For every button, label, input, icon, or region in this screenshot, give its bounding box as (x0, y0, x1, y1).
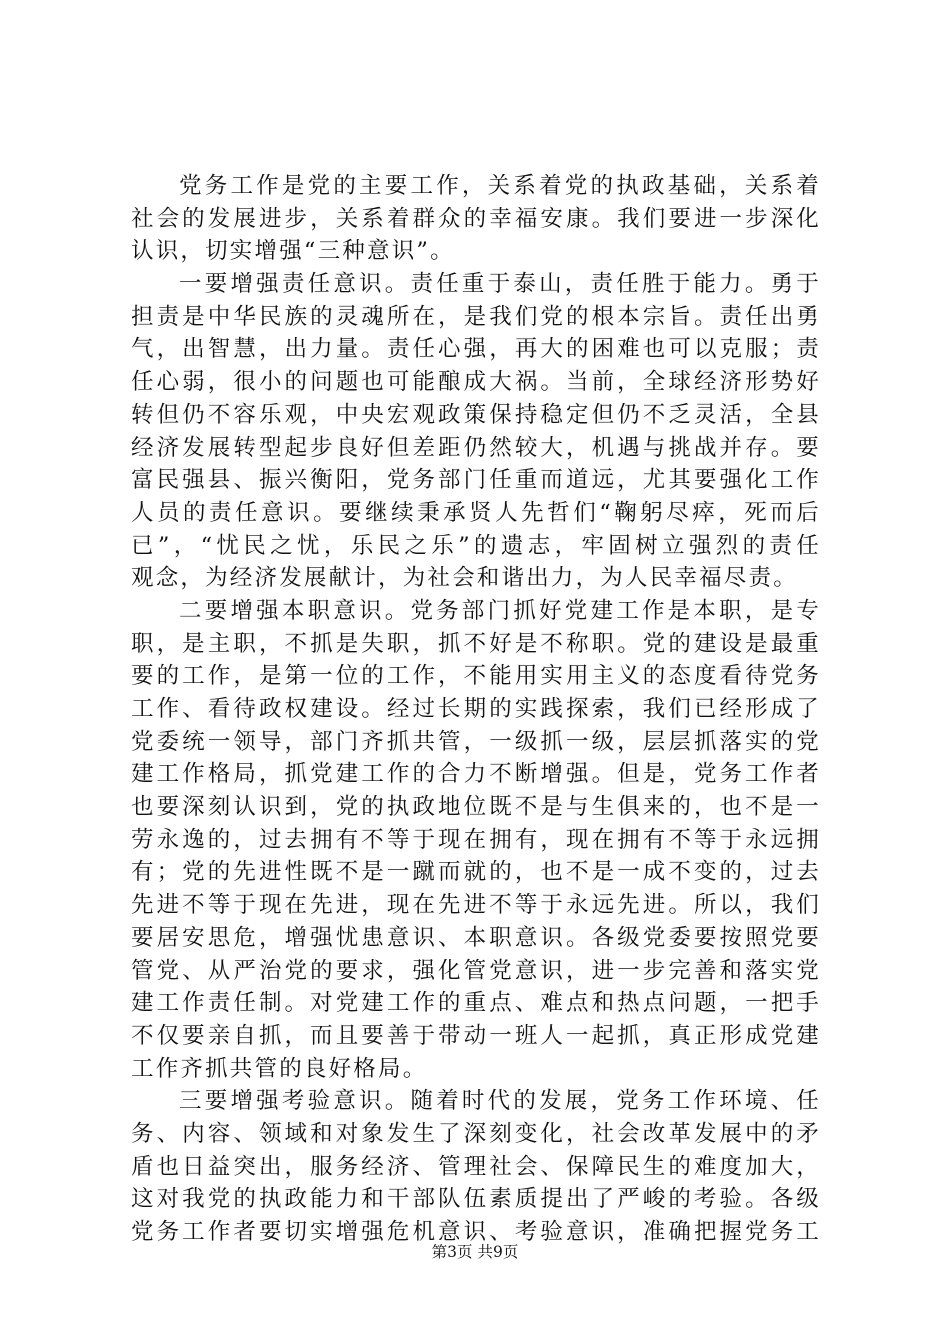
text-line: 有；党的先进性既不是一蹴而就的，也不是一成不变的，过去 (131, 859, 821, 886)
text-line: 社会的发展进步，关系着群众的幸福安康。我们要进一步深化 (131, 205, 821, 232)
paragraph (131, 170, 821, 268)
text-line: 经济发展转型起步良好但差距仍然较大，机遇与挑战并存。要 (131, 434, 821, 461)
text-line: 富民强县、振兴衡阳，党务部门任重而道远，尤其要强化工作 (131, 467, 821, 494)
text-line: 建工作责任制。对党建工作的重点、难点和热点问题，一把手 (131, 990, 821, 1017)
text-line: 任心弱，很小的问题也可能酿成大祸。当前，全球经济形势好 (131, 369, 821, 396)
text-line: 建工作格局，抓党建工作的合力不断增强。但是，党务工作者 (131, 761, 821, 788)
text-line: 职，是主职，不抓是失职，抓不好是不称职。党的建设是最重 (131, 630, 821, 657)
text-line: 管党、从严治党的要求，强化管党意识，进一步完善和落实党 (131, 957, 821, 984)
page-footer: 第3页 共9页 (431, 1243, 519, 1261)
text-line: 也要深刻认识到，党的执政地位既不是与生俱来的，也不是一 (131, 794, 821, 821)
text-line: 劳永逸的，过去拥有不等于现在拥有，现在拥有不等于永远拥 (131, 826, 821, 853)
text-line: 转但仍不容乐观，中央宏观政策保持稳定但仍不乏灵活，全县 (131, 401, 821, 428)
text-line: 党务工作是党的主要工作，关系着党的执政基础，关系着 (179, 173, 821, 199)
document-body (131, 170, 821, 1249)
text-line: 先进不等于现在先进，现在先进不等于永远先进。所以，我们 (131, 892, 821, 919)
text-line: 党委统一领导，部门齐抓共管，一级抓一级，层层抓落实的党 (131, 728, 821, 755)
text-line: 人员的责任意识。要继续秉承贤人先哲们“鞠躬尽瘁，死而后 (131, 499, 821, 526)
text-line: 已”，“忧民之忧，乐民之乐”的遗志，牢固树立强烈的责任 (131, 532, 821, 559)
text-line: 三要增强考验意识。随着时代的发展，党务工作环境、任 (179, 1088, 821, 1115)
text-line: 要的工作，是第一位的工作，不能用实用主义的态度看待党务 (131, 663, 821, 690)
text-line: 这对我党的执政能力和干部队伍素质提出了严峻的考验。各级 (131, 1186, 821, 1213)
paragraph (131, 1085, 821, 1248)
text-line: 工作、看待政权建设。经过长期的实践探索，我们已经形成了 (131, 696, 821, 722)
text-line: 认识，切实增强“三种意识”。 (131, 238, 455, 265)
text-line: 不仅要亲自抓，而且要善于带动一班人一起抓，真正形成党建 (131, 1022, 821, 1049)
text-line: 观念，为经济发展献计，为社会和谐出力，为人民幸福尽责。 (131, 565, 798, 592)
text-line: 一要增强责任意识。责任重于泰山，责任胜于能力。勇于 (179, 271, 821, 298)
paragraph (131, 595, 821, 1085)
text-line: 工作齐抓共管的良好格局。 (131, 1055, 428, 1082)
text-line: 担责是中华民族的灵魂所在，是我们党的根本宗旨。责任出勇 (131, 303, 821, 330)
text-line: 要居安思危，增强忧患意识、本职意识。各级党委要按照党要 (131, 924, 821, 951)
text-line: 务、内容、领域和对象发生了深刻变化，社会改革发展中的矛 (131, 1120, 821, 1147)
text-line: 盾也日益突出，服务经济、管理社会、保障民生的难度加大， (131, 1153, 821, 1180)
paragraph (131, 268, 821, 595)
text-line: 党务工作者要切实增强危机意识、考验意识，准确把握党务工 (131, 1219, 821, 1245)
text-line: 二要增强本职意识。党务部门抓好党建工作是本职，是专 (179, 597, 821, 624)
text-line: 气，出智慧，出力量。责任心强，再大的困难也可以克服；责 (131, 336, 821, 363)
